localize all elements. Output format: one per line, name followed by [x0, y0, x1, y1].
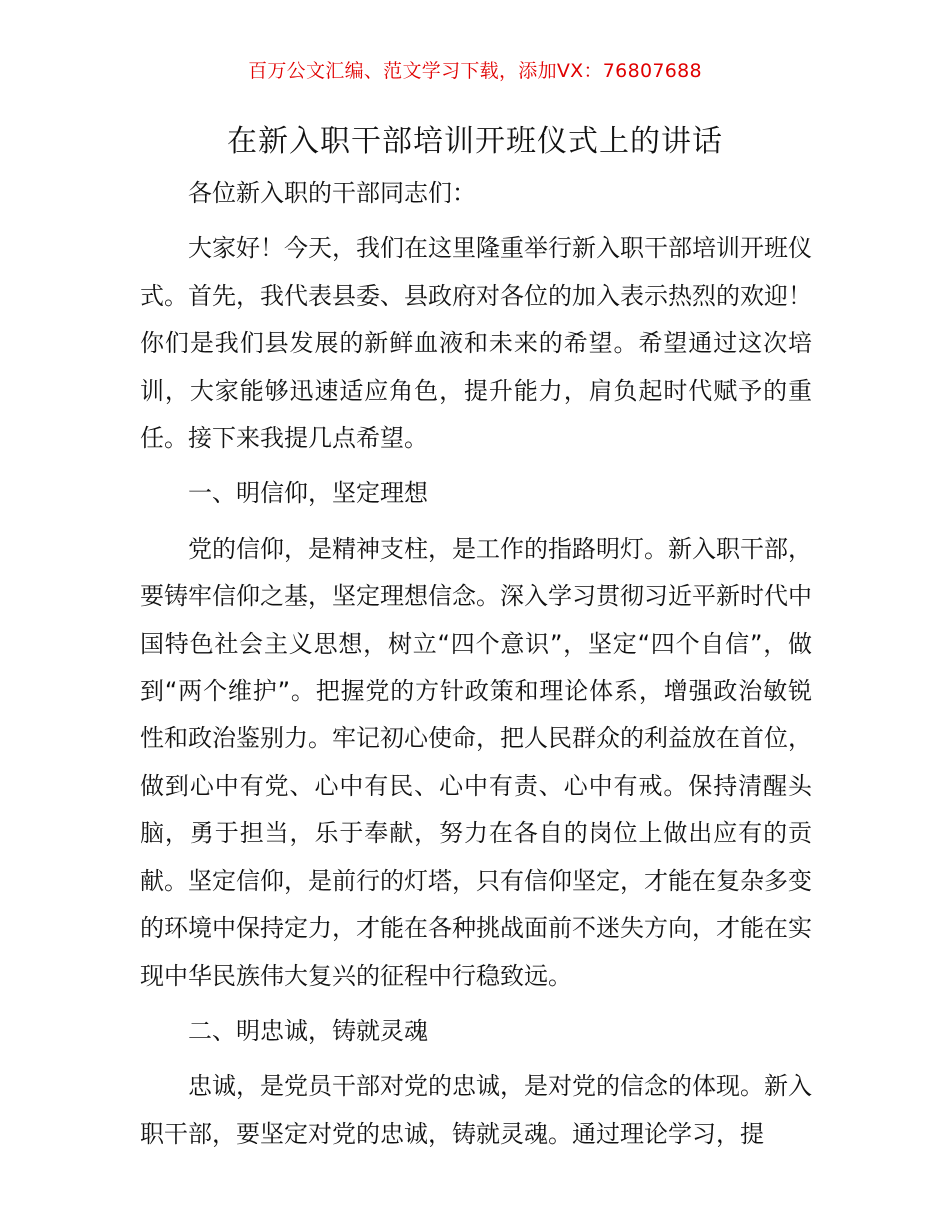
- paragraph-intro: 大家好！今天，我们在这里隆重举行新入职干部培训开班仪式。首先，我代表县委、县政府对各位的加入表示热烈的欢迎！你们是我们县发展的新鲜血液和未来的希望。希望通过这次培训，大家能够迅速适应角色，提升能力，肩负起时代赋予的重任。接下来我提几点希望。: [140, 234, 812, 453]
- paragraph-section-1: 党的信仰，是精神支柱，是工作的指路明灯。新入职干部，要铸牢信仰之基，坚定理想信念。深入学习贯彻习近平新时代中国特色社会主义思想，树立“四个意识”，坚定“四个自信”，做到“两个维护”。把握党的方针政策和理论体系，增强政治敏锐性和政治鉴别力。牢记初心使命，把人民群众的利益放在首位，做到心中有党、心中有民、心中有责、心中有戒。保持清醒头脑，勇于担当，乐于奉献，努力在各自的岗位上做出应有的贡献。坚定信仰，是前行的灯塔，只有信仰坚定，才能在复杂多变的环境中保持定力，才能在各种挑战面前不迷失方向，才能在实现中华民族伟大复兴的征程中行稳致远。: [140, 534, 812, 990]
- watermark-header: 百万公文汇编、范文学习下载，添加VX：76807688: [248, 60, 702, 82]
- greeting: 各位新入职的干部同志们：: [188, 179, 476, 207]
- document-body: [140, 170, 812, 1158]
- paragraph-section-2: 忠诚，是党员干部对党的忠诚，是对党的信念的体现。新入职干部，要坚定对党的忠诚，铸就灵魂。通过理论学习，提: [140, 1072, 812, 1148]
- page-title: 在新入职干部培训开班仪式上的讲话: [227, 124, 723, 159]
- section-heading-2: 二、明忠诚，铸就灵魂: [188, 1016, 428, 1045]
- section-heading-1: 一、明信仰，坚定理想: [188, 479, 428, 508]
